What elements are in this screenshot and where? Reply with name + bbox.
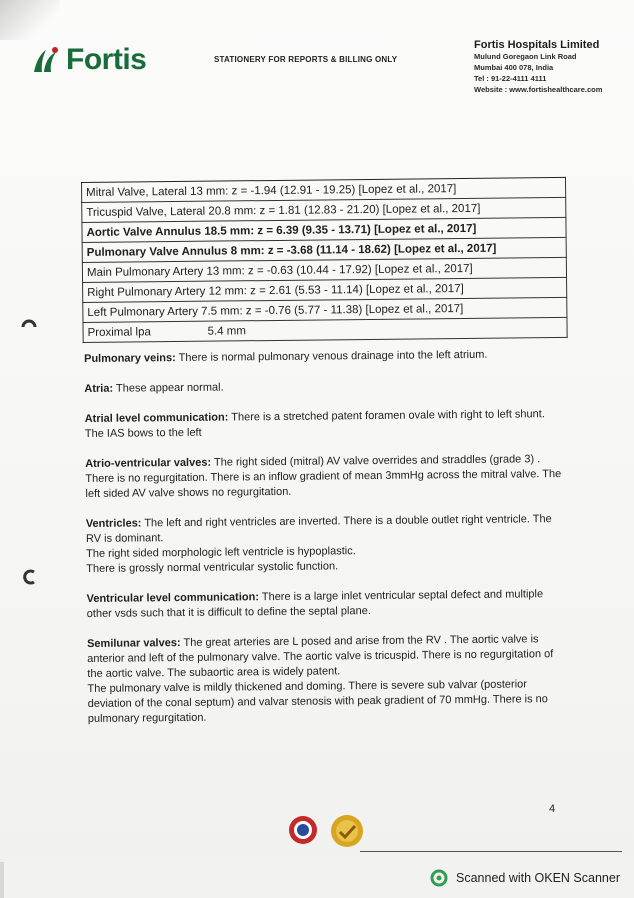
company-address-block — [474, 40, 602, 95]
fortis-logo-mark-icon — [28, 42, 64, 78]
section-text: There is a large inlet ventricular septal defect and multiple other vsds such that it is difficult to define the septal plane. — [86, 588, 544, 620]
proximal-lpa-value: 5.4 mm — [207, 324, 246, 338]
measurement-cell: Aortic Valve Annulus 18.5 mm: z = 6.39 (9.35 - 13.71) [Lopez et al., 2017] — [82, 217, 566, 242]
section-heading: Ventricles: — [85, 517, 142, 530]
measurement-cell: Tricuspid Valve, Lateral 20.8 mm: z = 1.81 (12.83 - 21.20) [Lopez et al., 2017] — [82, 197, 566, 222]
accreditation-seal-icon — [288, 815, 318, 845]
table-row — [83, 317, 567, 342]
address-line-1: Mulund Goregaon Link Road — [474, 52, 577, 61]
oken-scanner-icon — [430, 869, 448, 887]
page-number: 4 — [549, 803, 556, 815]
section-heading: Atria: — [84, 382, 114, 395]
measurement-cell: Pulmonary Valve Annulus 8 mm: z = -3.68 (11.14 - 18.62) [Lopez et al., 2017] — [82, 237, 566, 262]
footer-rule — [360, 851, 622, 852]
corner-shadow — [0, 0, 60, 40]
section-atrio-ventricular-valves — [85, 452, 565, 502]
section-heading: Pulmonary veins: — [84, 352, 176, 365]
section-text: There is a stretched patent foramen ovale with right to left shunt. The IAS bows to the left — [84, 408, 545, 440]
punch-hole-icon — [20, 568, 38, 586]
section-ventricles — [86, 512, 567, 577]
measurement-cell: Main Pulmonary Artery 13 mm: z = -0.63 (10.44 - 17.92) [Lopez et al., 2017] — [82, 257, 566, 282]
section-ventricular-level-communication — [87, 587, 567, 622]
section-text: These appear normal. — [115, 381, 224, 395]
section-text: There is grossly normal ventricular systolic function. — [86, 560, 339, 575]
proximal-lpa-cell — [83, 317, 567, 342]
section-text: The right sided morphologic left ventricle is hypoplastic. — [86, 545, 356, 560]
measurements-table — [81, 177, 568, 343]
report-sections — [84, 347, 568, 742]
measurement-cell: Mitral Valve, Lateral 13 mm: z = -1.94 (12.91 - 19.25) [Lopez et al., 2017] — [82, 177, 566, 202]
address-line-2: Mumbai 400 078, India — [474, 63, 554, 72]
punch-hole-icon — [20, 318, 38, 336]
section-pulmonary-veins — [84, 347, 564, 367]
quality-seal-icon — [330, 814, 364, 848]
section-text: The pulmonary valve is mildly thickened and doming. There is severe sub valvar (posterior deviation of the conal septum) and valvar stenosis with peak gradient of 70 mmHg. There is no pulmonary regurgitation. — [87, 678, 548, 725]
fortis-logo — [28, 40, 146, 80]
proximal-lpa-label: Proximal lpa — [87, 325, 151, 339]
measurement-cell: Left Pulmonary Artery 7.5 mm: z = -0.76 (5.77 - 11.38) [Lopez et al., 2017] — [83, 297, 567, 322]
company-name: Fortis Hospitals Limited — [474, 39, 600, 51]
section-atrial-level-communication — [85, 407, 565, 442]
section-text: The right sided (mitral) AV valve overrides and straddles (grade 3) . There is no regurgitation. There is an inflow gradient of mean 3mmHg across the mitral valve. The left sided AV valve shows no regurgitation. — [85, 453, 562, 500]
section-text: The left and right ventricles are inverted. There is a double outlet right ventricle. The RV is dominant. — [85, 513, 552, 545]
phone-number: Tel : 91-22-4111 4111 — [474, 74, 547, 83]
section-heading: Semilunar valves: — [86, 637, 181, 650]
section-semilunar-valves — [87, 632, 568, 727]
scanner-watermark — [430, 868, 620, 888]
stationery-note: STATIONERY FOR REPORTS & BILLING ONLY — [214, 55, 398, 64]
logo-wordmark: Fortis — [66, 43, 147, 76]
scanner-text: Scanned with OKEN Scanner — [456, 871, 620, 885]
measurement-cell: Right Pulmonary Artery 12 mm: z = 2.61 (5.53 - 11.14) [Lopez et al., 2017] — [83, 277, 567, 302]
section-text: There is normal pulmonary venous drainage into the left atrium. — [178, 348, 488, 365]
section-heading: Ventricular level communication: — [86, 591, 260, 605]
website: Website : www.fortishealthcare.com — [474, 85, 603, 94]
section-heading: Atrio-ventricular valves: — [85, 456, 212, 470]
section-text: The great arteries are L posed and arise from the RV . The aortic valve is anterior and left of the pulmonary valve. The aortic valve is tricuspid. There is no regurgitation of the aortic valve. The subaortic area is widely patent. — [87, 633, 554, 680]
section-atria — [84, 377, 564, 397]
section-heading: Atrial level communication: — [84, 411, 229, 425]
